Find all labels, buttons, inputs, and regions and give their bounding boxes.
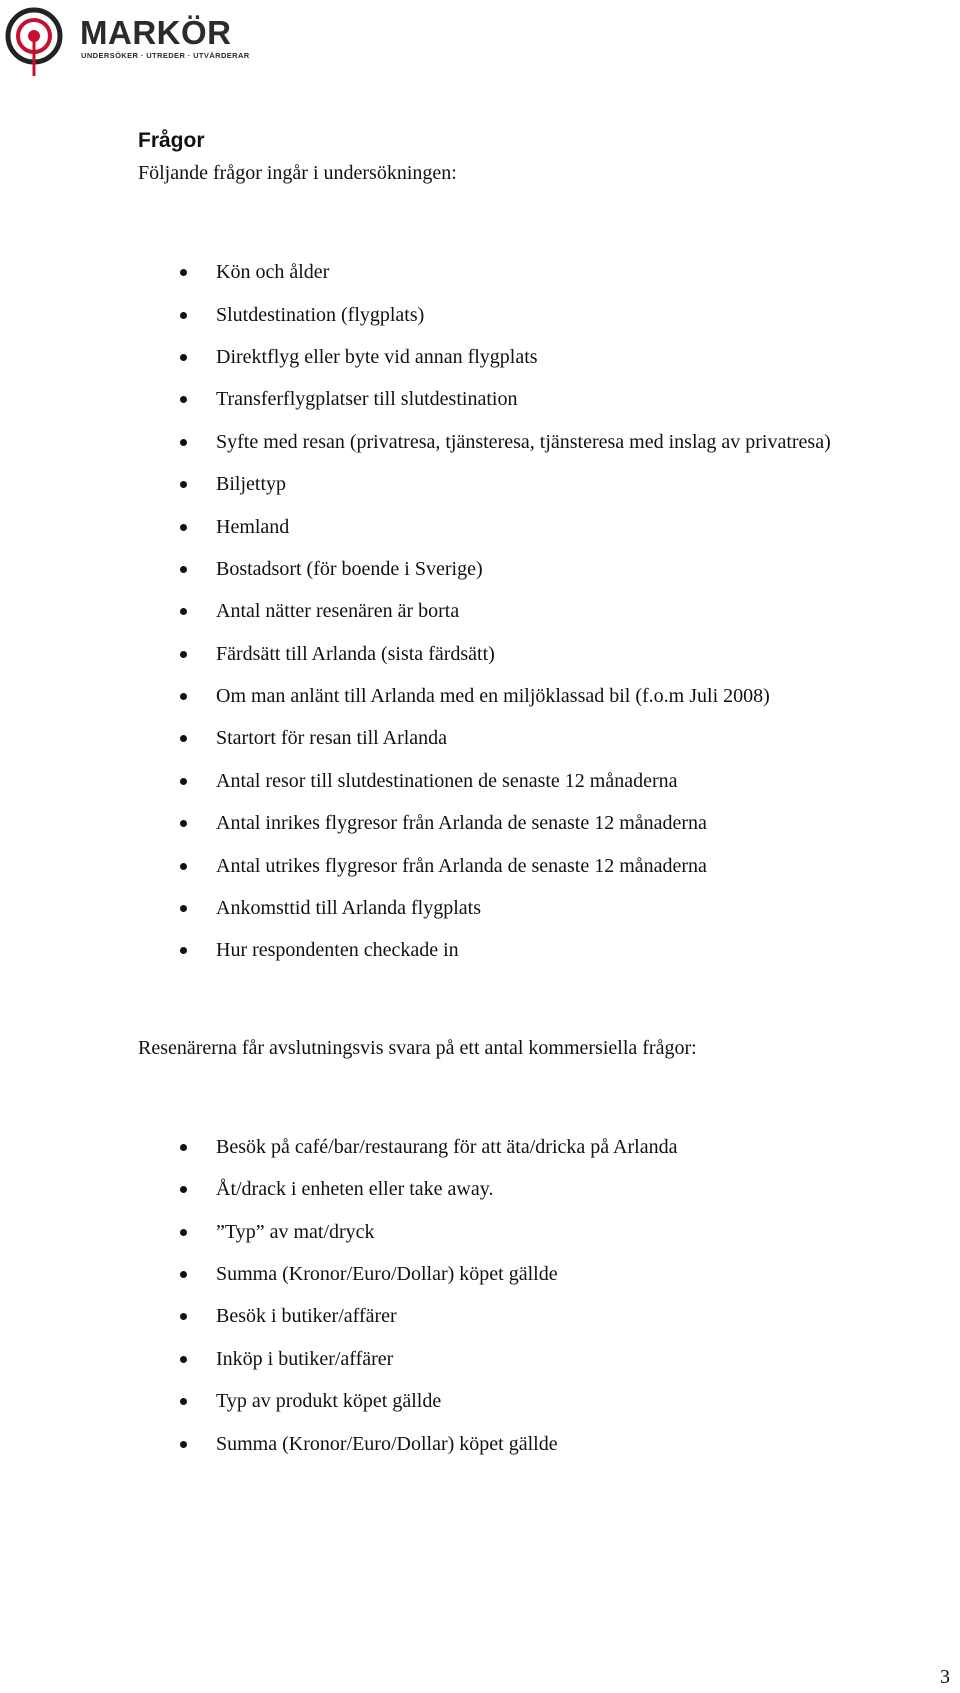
list-item: Direktflyg eller byte vid annan flygplats bbox=[138, 336, 938, 378]
list-item: Färdsätt till Arlanda (sista färdsätt) bbox=[138, 633, 938, 675]
list-item: Summa (Kronor/Euro/Dollar) köpet gällde bbox=[138, 1423, 938, 1465]
list-item: Biljettyp bbox=[138, 463, 938, 505]
list-item: Om man anlänt till Arlanda med en miljöklassad bil (f.o.m Juli 2008) bbox=[138, 675, 938, 717]
page-content bbox=[138, 128, 938, 1465]
list-item: Summa (Kronor/Euro/Dollar) köpet gällde bbox=[138, 1253, 938, 1295]
page-number: 3 bbox=[940, 1666, 950, 1688]
list-item: Syfte med resan (privatresa, tjänsteresa, tjänsteresa med inslag av privatresa) bbox=[138, 421, 938, 463]
list-item: Antal utrikes flygresor från Arlanda de senaste 12 månaderna bbox=[138, 845, 938, 887]
logo-tagline: UNDERSÖKER · UTREDER · UTVÄRDERAR bbox=[81, 51, 250, 60]
question-list bbox=[138, 251, 938, 972]
list-item: Typ av produkt köpet gällde bbox=[138, 1380, 938, 1422]
list-item: Antal nätter resenären är borta bbox=[138, 590, 938, 632]
list-item: Besök på café/bar/restaurang för att äta/dricka på Arlanda bbox=[138, 1126, 938, 1168]
list-item: ”Typ” av mat/dryck bbox=[138, 1211, 938, 1253]
list-item: Antal resor till slutdestinationen de senaste 12 månaderna bbox=[138, 760, 938, 802]
logo-wordmark: MARKÖR bbox=[80, 14, 232, 51]
list-item: Kön och ålder bbox=[138, 251, 938, 293]
list-item: Bostadsort (för boende i Sverige) bbox=[138, 548, 938, 590]
list-item: Hur respondenten checkade in bbox=[138, 929, 938, 971]
commercial-intro-text: Resenärerna får avslutningsvis svara på ett antal kommersiella frågor: bbox=[138, 1036, 697, 1059]
intro-text: Följande frågor ingår i undersökningen: bbox=[138, 162, 457, 185]
target-logo-icon bbox=[4, 4, 74, 80]
list-item: Antal inrikes flygresor från Arlanda de senaste 12 månaderna bbox=[138, 802, 938, 844]
list-item: Besök i butiker/affärer bbox=[138, 1295, 938, 1337]
list-item: Slutdestination (flygplats) bbox=[138, 294, 938, 336]
list-item: Ankomsttid till Arlanda flygplats bbox=[138, 887, 938, 929]
list-item: Transferflygplatser till slutdestination bbox=[138, 378, 938, 420]
list-item: Hemland bbox=[138, 506, 938, 548]
list-item: Inköp i butiker/affärer bbox=[138, 1338, 938, 1380]
list-item: Åt/drack i enheten eller take away. bbox=[138, 1168, 938, 1210]
page-title: Frågor bbox=[138, 129, 205, 152]
list-item: Startort för resan till Arlanda bbox=[138, 717, 938, 759]
commercial-question-list bbox=[138, 1126, 938, 1465]
